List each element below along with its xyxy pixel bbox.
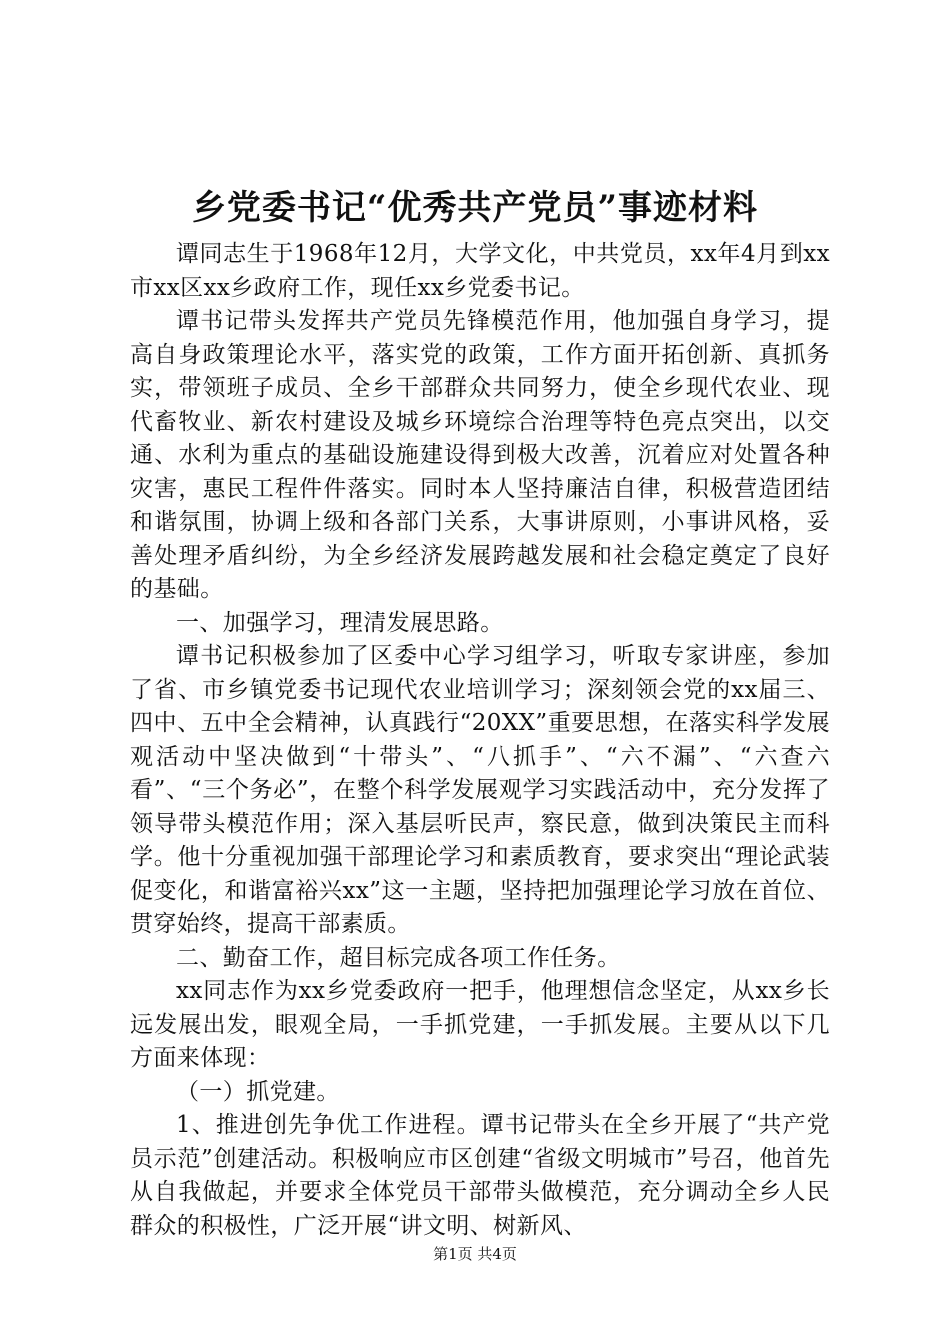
paragraph-study: 谭书记积极参加了区委中心学习组学习，听取专家讲座，参加了省、市乡镇党委书记现代农业培训学习；深刻领会党的xx届三、四中、五中全会精神，认真践行“20XX”重要思想，在落实科学发展观活动中坚决做到“十带头”、“八抓手”、“六不漏”、“六查六看”、“三个务必”，在整个科学发展观学习实践活动中，充分发挥了领导带头模范作用；深入基层听民声，察民意，做到决策民主而科学。他十分重视加强干部理论学习和素质教育，要求突出“理论武装促变化，和谐富裕兴xx”这一主题，坚持把加强理论学习放在首位、贯穿始终，提高干部素质。: [130, 643, 830, 937]
section-heading-2: 二、勤奋工作，超目标完成各项工作任务。: [176, 944, 621, 971]
page-footer: 第1页 共4页: [433, 1245, 517, 1263]
subsection-heading-1: （一）抓党建。: [176, 1078, 340, 1105]
paragraph-work: xx同志作为xx乡党委政府一把手，他理想信念坚定，从xx乡长远发展出发，眼观全局，一手抓党建，一手抓发展。主要从以下几方面来体现：: [130, 978, 830, 1071]
paragraph-summary: 谭书记带头发挥共产党员先锋模范作用，他加强自身学习，提高自身政策理论水平，落实党的政策，工作方面开拓创新、真抓务实，带领班子成员、全乡干部群众共同努力，使全乡现代农业、现代畜牧业、新农村建设及城乡环境综合治理等特色亮点突出，以交通、水利为重点的基础设施建设得到极大改善，沉着应对处置各种灾害，惠民工程件件落实。同时本人坚持廉洁自律，积极营造团结和谐氛围，协调上级和各部门关系，大事讲原则，小事讲风格，妥善处理矛盾纠纷，为全乡经济发展跨越发展和社会稳定奠定了良好的基础。: [130, 308, 830, 602]
section-heading-1: 一、加强学习，理清发展思路。: [176, 609, 504, 636]
paragraph-intro: 谭同志生于1968年12月，大学文化，中共党员，xx年4月到xx市xx区xx乡政府工作，现任xx乡党委书记。: [130, 241, 830, 301]
paragraph-party-building: 1、推进创先争优工作进程。谭书记带头在全乡开展了“共产党员示范”创建活动。积极响应市区创建“省级文明城市”号召，他首先从自我做起，并要求全体党员干部带头做模范，充分调动全乡人民群众的积极性，广泛开展“讲文明、树新风、: [130, 1112, 830, 1239]
document-title: 乡党委书记“优秀共产党员”事迹材料: [191, 188, 759, 228]
document-body: [130, 238, 830, 1243]
